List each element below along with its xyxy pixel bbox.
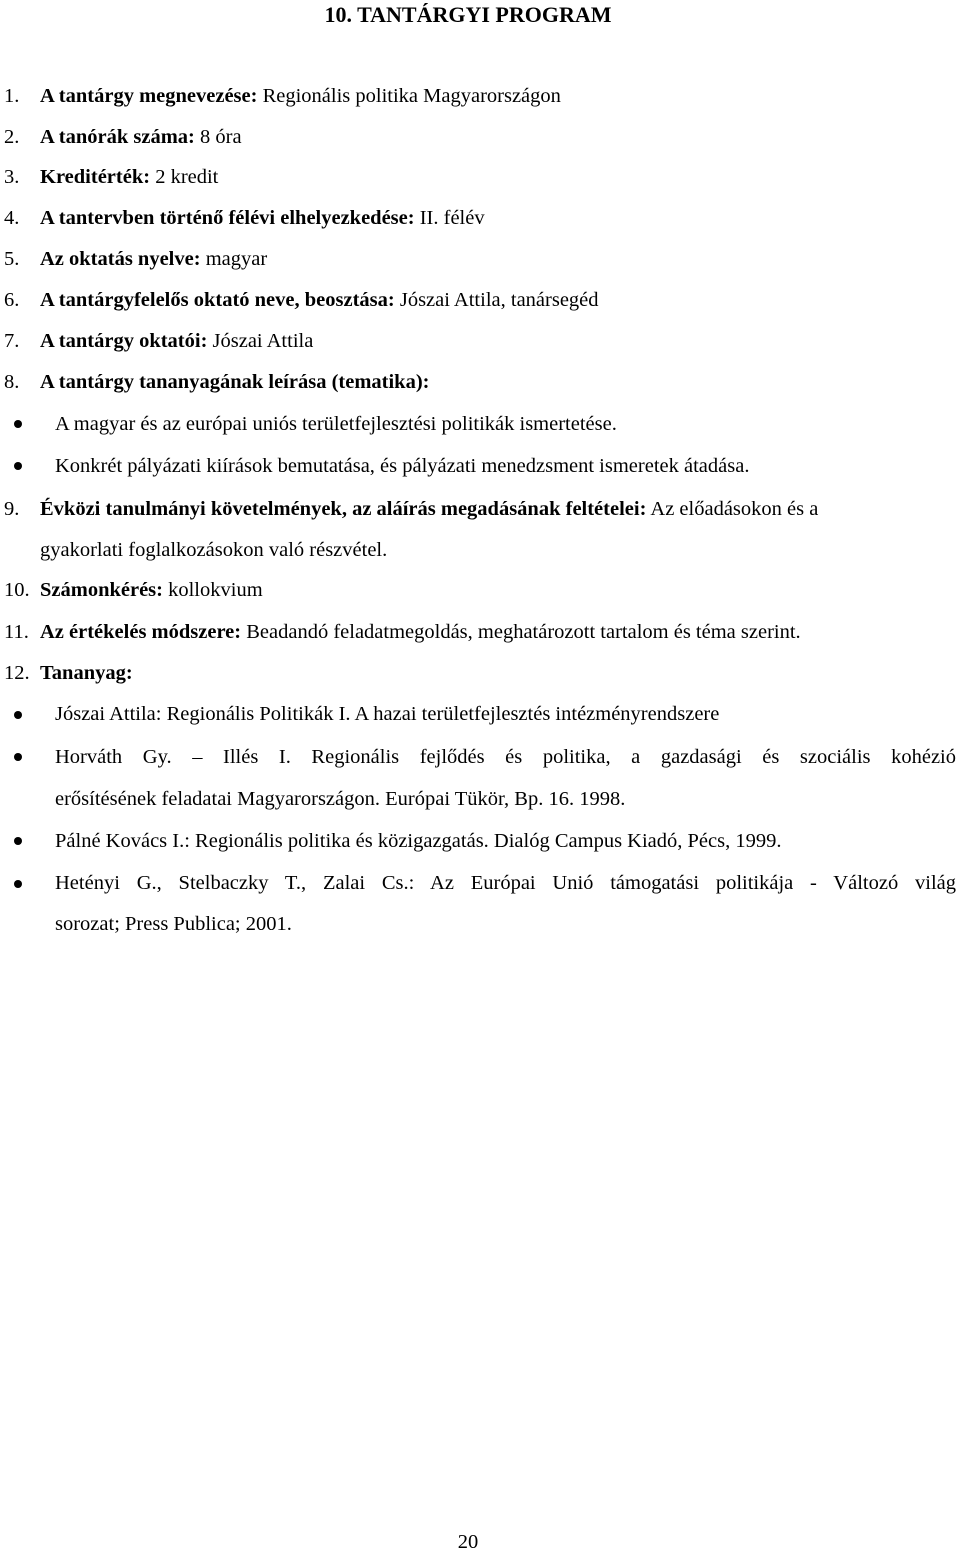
item-requirements-continuation: gyakorlati foglalkozásokon való részvétel. bbox=[40, 539, 388, 561]
item-value: Beadandó feladatmegoldás, meghatározott tartalom és téma szerint. bbox=[241, 621, 801, 643]
reference-item: Horváth Gy. – Illés I. Regionális fejlődés és politika, a gazdasági és szociális kohézió bbox=[55, 746, 956, 768]
item-number: 6. bbox=[4, 289, 20, 311]
topic-item: A magyar és az európai uniós területfejlesztési politikák ismertetése. bbox=[55, 413, 617, 435]
item-label: A tantárgyfelelős oktató neve, beosztása: bbox=[40, 289, 395, 311]
item-label: Az oktatás nyelve: bbox=[40, 248, 201, 270]
bullet-icon bbox=[14, 711, 22, 719]
item-number: 9. bbox=[4, 498, 20, 520]
item-lecturers bbox=[4, 329, 956, 353]
reference-item: Pálné Kovács I.: Regionális politika és közigazgatás. Dialóg Campus Kiadó, Pécs, 1999. bbox=[55, 830, 782, 852]
item-value: Regionális politika Magyarországon bbox=[257, 85, 561, 107]
item-label: A tantárgy megnevezése: bbox=[40, 85, 258, 107]
page-number: 20 bbox=[457, 1531, 479, 1553]
reference-item-continuation: sorozat; Press Publica; 2001. bbox=[55, 913, 292, 935]
item-number: 11. bbox=[4, 621, 29, 643]
reference-item-continuation: erősítésének feladatai Magyarországon. Európai Tükör, Bp. 16. 1998. bbox=[55, 788, 626, 810]
item-label: Tananyag: bbox=[40, 662, 133, 684]
item-value: Jószai Attila bbox=[207, 330, 314, 352]
item-label: A tantárgy oktatói: bbox=[40, 330, 208, 352]
bullet-icon bbox=[14, 753, 22, 761]
item-number: 1. bbox=[4, 85, 20, 107]
item-number: 12. bbox=[4, 662, 30, 684]
item-label: Számonkérés: bbox=[40, 579, 163, 601]
bullet-icon bbox=[14, 837, 22, 845]
item-number: 7. bbox=[4, 330, 20, 352]
bullet-icon bbox=[14, 420, 22, 428]
item-number: 4. bbox=[4, 207, 20, 229]
item-evaluation-method bbox=[4, 620, 956, 644]
item-value: II. félév bbox=[414, 207, 485, 229]
item-lesson-count bbox=[4, 125, 956, 149]
reference-item: Jószai Attila: Regionális Politikák I. A hazai területfejlesztés intézményrendszere bbox=[55, 703, 720, 725]
item-value: Jószai Attila, tanársegéd bbox=[394, 289, 599, 311]
item-assessment bbox=[4, 578, 956, 602]
item-label: Évközi tanulmányi követelmények, az aláírás megadásának feltételei: bbox=[40, 498, 647, 520]
item-number: 5. bbox=[4, 248, 20, 270]
item-label: A tanórák száma: bbox=[40, 126, 195, 148]
item-label: A tantervben történő félévi elhelyezkedése: bbox=[40, 207, 415, 229]
item-course-material bbox=[4, 661, 956, 685]
bullet-icon bbox=[14, 880, 22, 888]
item-label: Az értékelés módszere: bbox=[40, 621, 242, 643]
reference-item: Hetényi G., Stelbaczky T., Zalai Cs.: Az Európai Unió támogatási politikája - Változó világ bbox=[55, 872, 956, 894]
item-number: 3. bbox=[4, 166, 20, 188]
item-language bbox=[4, 247, 956, 271]
item-value: 2 kredit bbox=[150, 166, 219, 188]
item-number: 8. bbox=[4, 371, 20, 393]
item-value: Az előadásokon és a bbox=[646, 498, 819, 520]
item-value: magyar bbox=[200, 248, 268, 270]
item-credit-value bbox=[4, 165, 956, 189]
bullet-icon bbox=[14, 462, 22, 470]
item-label: A tantárgy tananyagának leírása (tematika): bbox=[40, 371, 430, 393]
item-value: 8 óra bbox=[194, 126, 242, 148]
item-number: 2. bbox=[4, 126, 20, 148]
item-subject-name bbox=[4, 84, 956, 108]
item-requirements bbox=[4, 497, 956, 521]
topic-item: Konkrét pályázati kiírások bemutatása, és pályázati menedzsment ismeretek átadása. bbox=[55, 455, 750, 477]
page-title: 10. TANTÁRGYI PROGRAM bbox=[324, 2, 612, 27]
item-number: 10. bbox=[4, 579, 30, 601]
item-responsible-lecturer bbox=[4, 288, 956, 312]
item-semester bbox=[4, 206, 956, 230]
item-value: kollokvium bbox=[162, 579, 263, 601]
item-curriculum-description bbox=[4, 370, 956, 394]
item-label: Kreditérték: bbox=[40, 166, 151, 188]
